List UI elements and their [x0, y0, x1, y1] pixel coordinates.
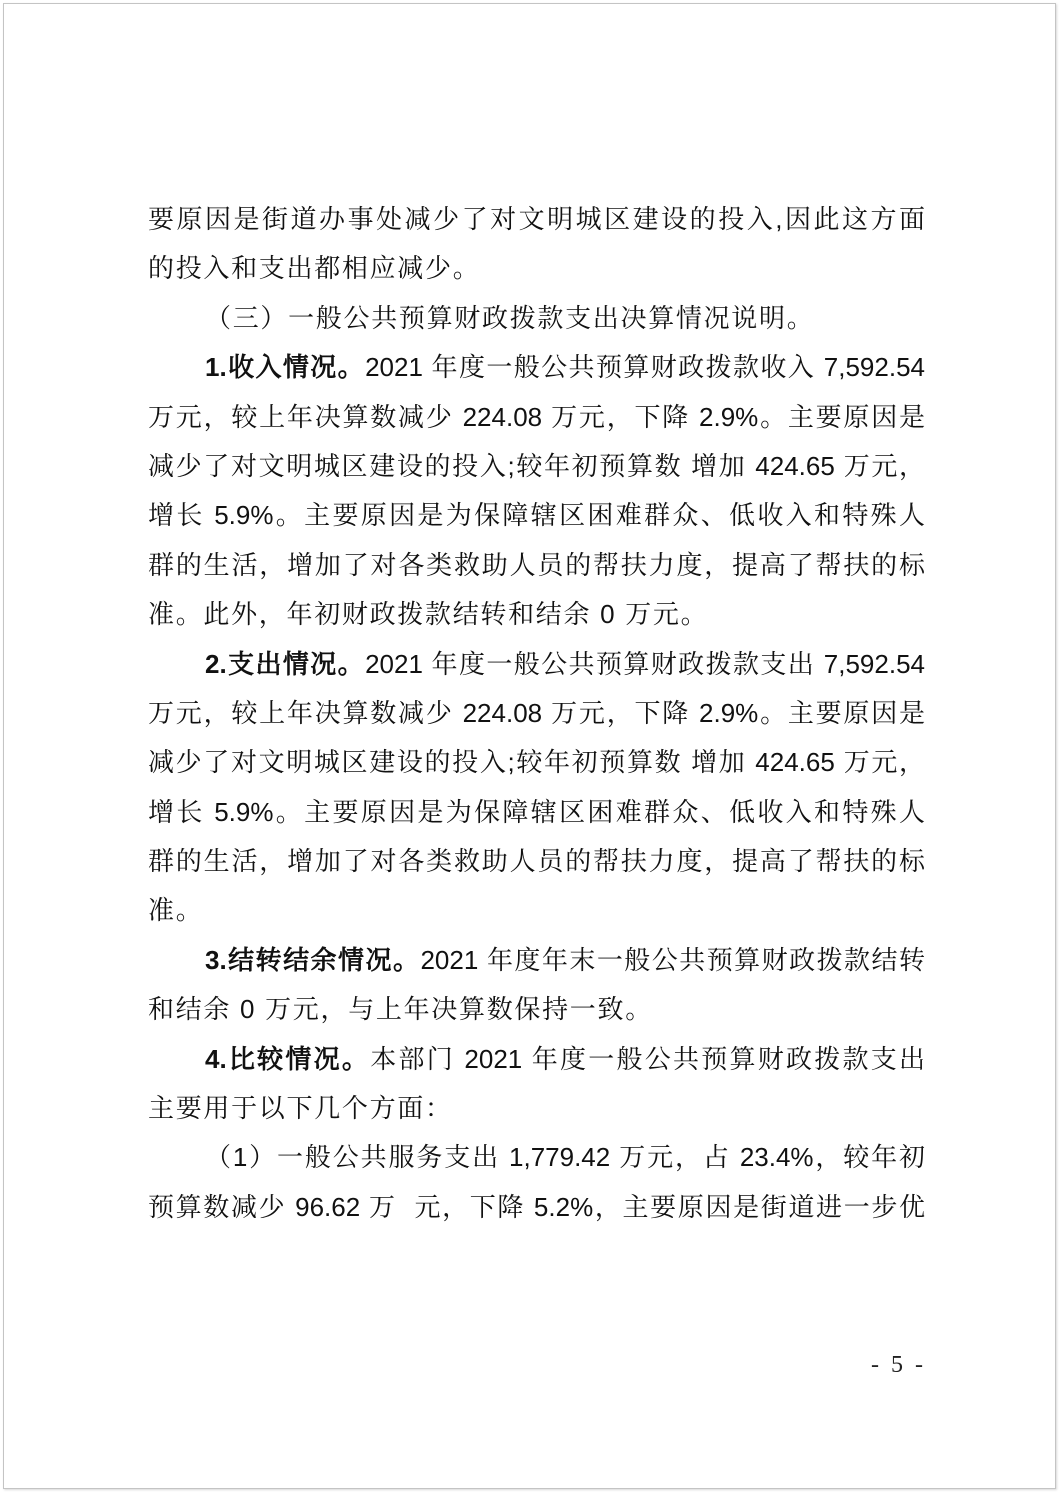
paragraph-comparison	[148, 1035, 925, 1134]
paragraph-lead: 2.支出情况。	[205, 648, 366, 679]
document-body	[148, 195, 925, 1232]
text-line: 的投入和支出都相应减少。	[148, 253, 481, 284]
text-line: 群的生活，增加了对各类救助人员的帮扶力度，提高了帮扶的标	[148, 846, 925, 877]
paragraph-continuation	[148, 195, 925, 294]
text-line: 要原因是街道办事处减少了对文明城区建设的投入,因此这方面	[148, 204, 925, 234]
text-line	[148, 936, 925, 985]
text-line: 主要用于以下几个方面：	[148, 1093, 453, 1124]
text-line	[148, 1035, 925, 1084]
section-heading	[148, 294, 925, 343]
text-line: 和结余 0 万元，与上年决算数保持一致。	[148, 994, 653, 1025]
text-line: 群的生活，增加了对各类救助人员的帮扶力度，提高了帮扶的标	[148, 549, 925, 580]
text-line: 准。	[148, 895, 204, 926]
text-line: 增长 5.9%。主要原因是为保障辖区困难群众、低收入和特殊人	[148, 500, 925, 531]
paragraph-lead: 3.结转结余情况。	[205, 944, 421, 975]
text-line	[148, 343, 925, 392]
paragraph-income	[148, 343, 925, 639]
text-line-body: 2021 年度一般公共预算财政拨款收入 7,592.54	[365, 352, 925, 383]
text-line: 预算数减少 96.62 万 元，下降 5.2%，主要原因是街道进一步优	[148, 1191, 925, 1222]
text-line-body: 2021 年度年末一般公共预算财政拨款结转	[420, 944, 925, 975]
text-line-body: 2021 年度一般公共预算财政拨款支出 7,592.54	[365, 648, 925, 679]
text-line: （1）一般公共服务支出 1,779.42 万元，占 23.4%，较年初	[205, 1142, 925, 1173]
text-line	[148, 640, 925, 689]
text-line: 减少了对文明城区建设的投入;较年初预算数 增加 424.65 万元，	[148, 450, 925, 481]
paragraph-carryover	[148, 936, 925, 1035]
paragraph-expenditure	[148, 640, 925, 936]
text-line-body: 本部门 2021 年度一般公共预算财政拨款支出	[370, 1043, 925, 1074]
paragraph-lead: 4.比较情况。	[205, 1043, 371, 1074]
text-line: 减少了对文明城区建设的投入;较年初预算数 增加 424.65 万元，	[148, 747, 925, 778]
text-line: 万元，较上年决算数减少 224.08 万元，下降 2.9%。主要原因是	[148, 697, 925, 728]
page-number: - 5 -	[871, 1352, 926, 1378]
text-line: 万元，较上年决算数减少 224.08 万元，下降 2.9%。主要原因是	[148, 401, 925, 432]
paragraph-lead: 1.收入情况。	[205, 352, 366, 383]
text-line: 准。此外，年初财政拨款结转和结余 0 万元。	[148, 599, 709, 630]
paragraph-general-services	[148, 1133, 925, 1232]
section-heading-text: （三）一般公共预算财政拨款支出决算情况说明。	[205, 302, 815, 333]
text-line: 增长 5.9%。主要原因是为保障辖区困难群众、低收入和特殊人	[148, 796, 925, 827]
